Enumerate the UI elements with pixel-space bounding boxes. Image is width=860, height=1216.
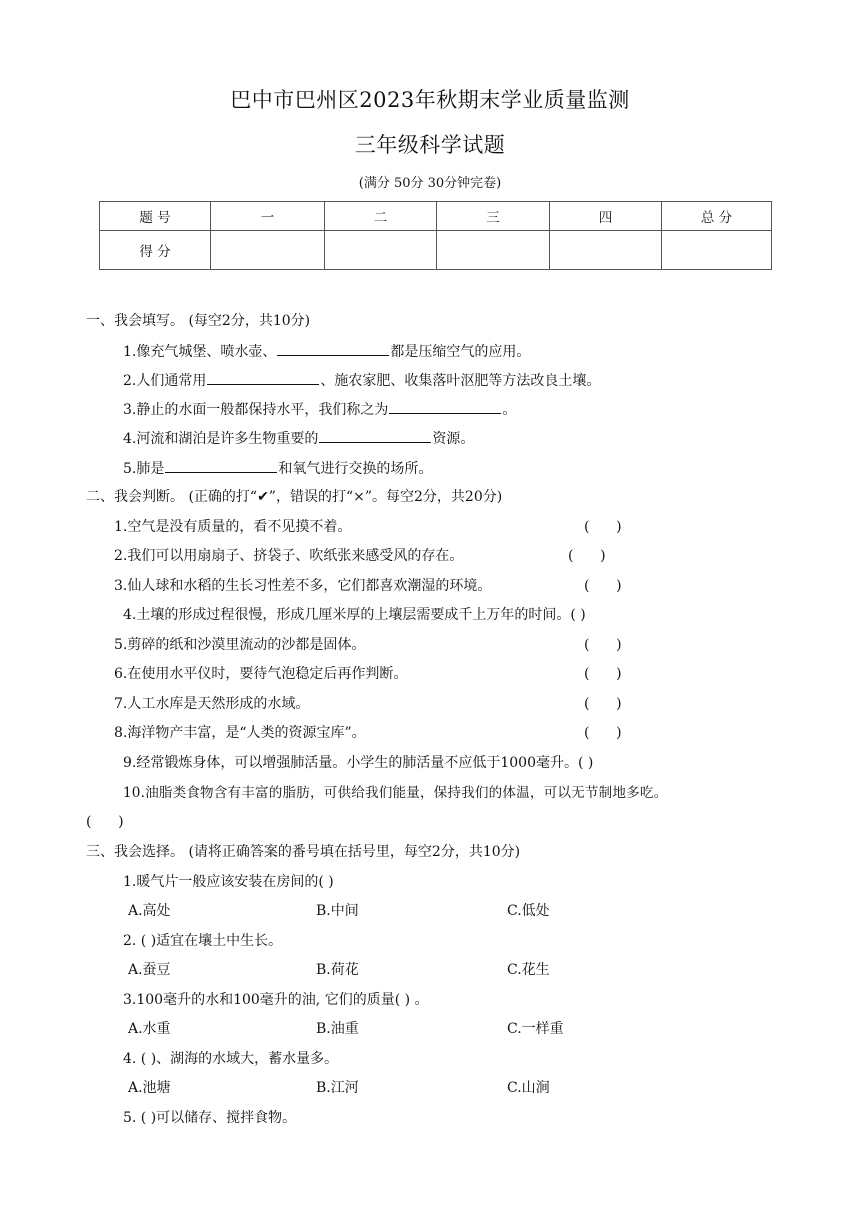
answer-blank[interactable] [389,399,501,414]
fill-item-text: 5.肺是 [123,461,165,477]
fill-item-text: 1.像充气城堡、喷水壶、 [123,344,277,360]
score-table-cell: 四 [550,202,662,231]
choice-option[interactable]: B.中间 [316,903,359,919]
choice-question: 5. ( )可以储存、搅拌食物。 [123,1110,297,1126]
exam-subject-title: 三年级科学试题 [354,133,506,157]
fill-item-text: 。 [502,402,517,418]
score-table-cell: 总 分 [662,202,772,231]
choice-question: 4. ( )、湖海的水域大，蓄水量多。 [123,1051,339,1067]
answer-blank[interactable] [207,370,319,385]
score-table-cell: 得 分 [100,231,211,270]
judge-item: 8.海洋物产丰富，是“人类的资源宝库”。 [114,725,366,741]
fill-item [123,458,432,479]
choice-option[interactable]: A.水重 [128,1021,171,1037]
answer-paren[interactable]: ( ) [584,637,622,653]
choice-option[interactable]: C.山涧 [507,1080,550,1096]
score-table-header-row [100,202,772,231]
answer-paren[interactable]: ( ) [584,725,622,741]
fill-item [123,370,600,391]
judge-item: 5.剪碎的纸和沙漠里流动的沙都是固体。 [114,637,366,653]
exam-score-note: (满分 50分 30分钟完卷) [358,176,502,191]
fill-item-text: 和氧气进行交换的场所。 [278,461,433,477]
choice-option[interactable]: C.低处 [507,903,550,919]
score-entry-cell[interactable] [211,231,325,270]
judge-item: 6.在使用水平仪时，要待气泡稳定后再作判断。 [114,666,408,682]
score-table-cell: 一 [211,202,325,231]
score-table-cell: 三 [437,202,550,231]
fill-item [123,341,530,362]
judge-item: 9.经常锻炼身体，可以增强肺活量。小学生的肺活量不应低于1000毫升。( ) [123,755,594,771]
judge-item: 10.油脂类食物含有丰富的脂肪，可供给我们能量，保持我们的体温，可以无节制地多吃。 [123,785,668,801]
score-table [99,201,772,270]
judge-item: 1.空气是没有质量的，看不见摸不着。 [114,519,352,535]
fill-item-text: 、施农家肥、收集落叶沤肥等方法改良土壤。 [320,373,601,389]
score-entry-cell[interactable] [325,231,437,270]
fill-item-text: 3.静止的水面一般都保持水平，我们称之为 [123,402,389,418]
answer-paren[interactable]: ( ) [584,578,622,594]
answer-paren[interactable]: ( ) [568,548,606,564]
choice-option[interactable]: B.江河 [316,1080,359,1096]
score-table-cell: 二 [325,202,437,231]
section3-heading: 三、我会选择。 (请将正确答案的番号填在括号里，每空2分，共10分) [86,844,521,860]
score-entry-cell[interactable] [550,231,662,270]
section2-heading: 二、我会判断。 (正确的打“✔”，错误的打“×”。每空2分，共20分) [86,489,503,505]
score-entry-cell[interactable] [437,231,550,270]
judge-item: 2.我们可以用扇扇子、挤袋子、吹纸张来感受风的存在。 [114,548,464,564]
choice-option[interactable]: A.池塘 [128,1080,171,1096]
fill-item-text: 2.人们通常用 [123,373,207,389]
choice-option[interactable]: C.花生 [507,962,550,978]
exam-title: 巴中市巴州区2023年秋期末学业质量监测 [230,88,630,112]
choice-option[interactable]: B.油重 [316,1021,359,1037]
choice-option[interactable]: A.高处 [128,903,171,919]
answer-blank[interactable] [165,458,277,473]
fill-item [123,399,516,420]
section1-heading: 一、我会填写。 (每空2分，共10分) [86,313,311,329]
choice-option[interactable]: A.蚕豆 [128,962,171,978]
choice-question: 1.暖气片一般应该安装在房间的( ) [123,874,334,890]
judge-item: 3.仙人球和水稻的生长习性差不多，它们都喜欢潮湿的环境。 [114,578,492,594]
fill-item-text: 资源。 [432,431,475,447]
judge-item: 4.土壤的形成过程很慢，形成几厘米厚的上壤层需要成千上万年的时间。( ) [123,607,586,623]
answer-paren[interactable]: ( ) [86,814,124,830]
score-table-score-row [100,231,772,270]
score-table-cell: 题 号 [100,202,211,231]
answer-paren[interactable]: ( ) [584,666,622,682]
judge-item: 7.人工水库是天然形成的水域。 [114,696,310,712]
answer-paren[interactable]: ( ) [584,519,622,535]
answer-blank[interactable] [319,428,431,443]
answer-blank[interactable] [277,341,389,356]
choice-question: 2. ( )适宜在壤土中生长。 [123,933,283,949]
fill-item-text: 4.河流和湖泊是许多生物重要的 [123,431,319,447]
score-entry-cell[interactable] [662,231,772,270]
fill-item-text: 都是压缩空气的应用。 [390,344,531,360]
choice-option[interactable]: C.一样重 [507,1021,564,1037]
fill-item [123,428,474,449]
choice-question: 3.100毫升的水和100毫升的油, 它们的质量( ) 。 [123,992,429,1008]
choice-option[interactable]: B.荷花 [316,962,359,978]
answer-paren[interactable]: ( ) [584,696,622,712]
